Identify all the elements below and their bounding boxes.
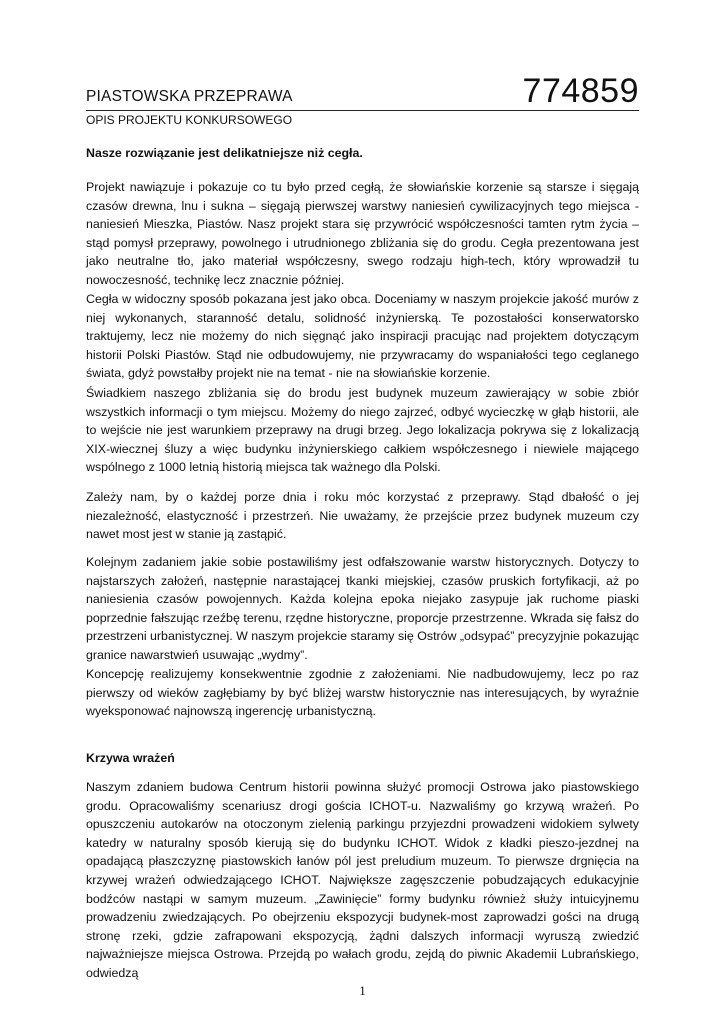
document-header bbox=[86, 72, 639, 111]
paragraph: Projekt nawiązuje i pokazuje co tu było przed cegłą, że słowiańskie korzenie są starsze i sięgają czasów drewna, lnu i sukna – sięgają pierwszej warstwy naniesień cywilizacyjnych tego miejsca - naniesień Mieszka, Piastów. Nasz projekt stara się przywrócić współczesności tamten rytm życia – stąd pomysł przeprawy, powolnego i utrudnionego zbliżania się do grodu. Cegła prezentowana jest jako neutralne tło, jako materiał współczesny, swego rodzaju high-tech, który wprowadził tu nowoczesność, technikę lecz znacznie później. bbox=[86, 180, 639, 287]
document-subtitle: OPIS PROJEKTU KONKURSOWEGO bbox=[86, 113, 293, 127]
paragraph-1 bbox=[86, 178, 639, 290]
paragraph-3 bbox=[86, 384, 639, 477]
section-heading: Nasze rozwiązanie jest delikatniejsze niż cegła. bbox=[86, 146, 363, 160]
heading-2 bbox=[86, 749, 639, 768]
document-page bbox=[86, 0, 639, 1024]
document-title: PIASTOWSKA PRZEPRAWA bbox=[86, 88, 293, 105]
paragraph: Naszym zdaniem budowa Centrum historii powinna służyć promocji Ostrowa jako piastowskiego grodu. Opracowaliśmy scenariusz drogi gościa ICHOT-u. Nazwaliśmy go krzywą wrażeń. Po opuszczeniu autokarów na otoczonym zielenią parkingu przyjezdni prowadzeni widokiem sylwety katedry w naturalny sposób kierują się do budynku ICHOT. Widok z kładki pieszo-jezdnej na opadającą płaszczyznę piastowskich łanów pól jest preludium muzeum. To pierwsze drgnięcia na krzywej wrażeń odwiedzającego ICHOT. Największe zagęszczenie pobudzających edukacyjnie bodźców nastąpi w samym muzeum. „Zawinięcie” formy budynku również służy intuicyjnemu prowadzeniu zwiedzających. Po obejrzeniu ekspozycji budynek-most zaprowadzi gości na drugą stronę rzeki, gdzie zafrapowani ekspozycją, żądni dalszych informacji wyruszą zwiedzić najważniejsze miejsca Ostrowa. Przejdą po wałach grodu, zejdą do piwnic Akademii Lubrańskiego, odwiedzą bbox=[86, 780, 639, 980]
page-number: 1 bbox=[359, 983, 366, 998]
paragraph: Świadkiem naszego zbliżania się do brodu jest budynek muzeum zawierający w sobie zbiór wszystkich informacji o tym miejscu. Możemy do niego zajrzeć, odbyć wycieczkę w głąb historii, ale to wejście nie jest warunkiem przeprawy na drugi brzeg. Jego lokalizacja pokrywa się z lokalizacją XIX-wiecznej śluzy a więc budynku inżynierskiego całkiem współczesnego i niewiele mającego wspólnego z 1000 letnią historią miejsca tak ważnego dla Polski. bbox=[86, 386, 639, 475]
paragraph: Kolejnym zadaniem jakie sobie postawiliśmy jest odfałszowanie warstw historycznych. Dotyczy to najstarszych założeń, następnie narastającej tkanki miejskiej, czasów pruskich fortyfikacji, aż po naniesienia czasów powojennych. Każda kolejna epoka niejako zasypuje jak ruchome piaski poprzednie fałszując rzeźbę terenu, rzędne historyczne, proporcje przestrzenne. Wkrada się fałsz do przestrzeni urbanistycznej. W naszym projekcie staramy się Ostrów „odsypać” precyzyjnie pokazując granice nawarstwień usuwając „wydmy”. bbox=[86, 555, 639, 662]
paragraph-7 bbox=[86, 778, 639, 983]
paragraph: Cegła w widoczny sposób pokazana jest jako obca. Doceniamy w naszym projekcie jakość murów z niej wykonanych, staranność detalu, solidność inżynierską. Te pozostałości konserwatorsko traktujemy, lecz nie możemy do nich sięgnąć jako inspiracji pracując nad projektem dotyczącym historii Polski Piastów. Stąd nie odbudowujemy, nie przywracamy do wspaniałości tego ceglanego świata, gdyż powstałby projekt nie na temat - nie na słowiańskie korzenie. bbox=[86, 292, 639, 381]
paragraph-4 bbox=[86, 488, 639, 544]
paragraph-2 bbox=[86, 290, 639, 383]
section-heading: Krzywa wrażeń bbox=[86, 751, 175, 765]
heading-1 bbox=[86, 144, 639, 163]
document-number: 774859 bbox=[522, 72, 639, 110]
paragraph: Zależy nam, by o każdej porze dnia i roku móc korzystać z przeprawy. Stąd dbałość o jej niezależność, elastyczność i przestrzeń. Nie uważamy, że przejście przez budynek muzeum czy nawet most jest w stanie ją zastąpić. bbox=[86, 490, 639, 542]
paragraph-5 bbox=[86, 553, 639, 665]
paragraph: Koncepcję realizujemy konsekwentnie zgodnie z założeniami. Nie nadbudowujemy, lecz po raz pierwszy od wieków zagłębiamy by być bliżej warstw historycznie nas interesujących, by wyraźnie wyeksponować najnowszą ingerencję urbanistyczną. bbox=[86, 667, 639, 719]
paragraph-6 bbox=[86, 665, 639, 721]
